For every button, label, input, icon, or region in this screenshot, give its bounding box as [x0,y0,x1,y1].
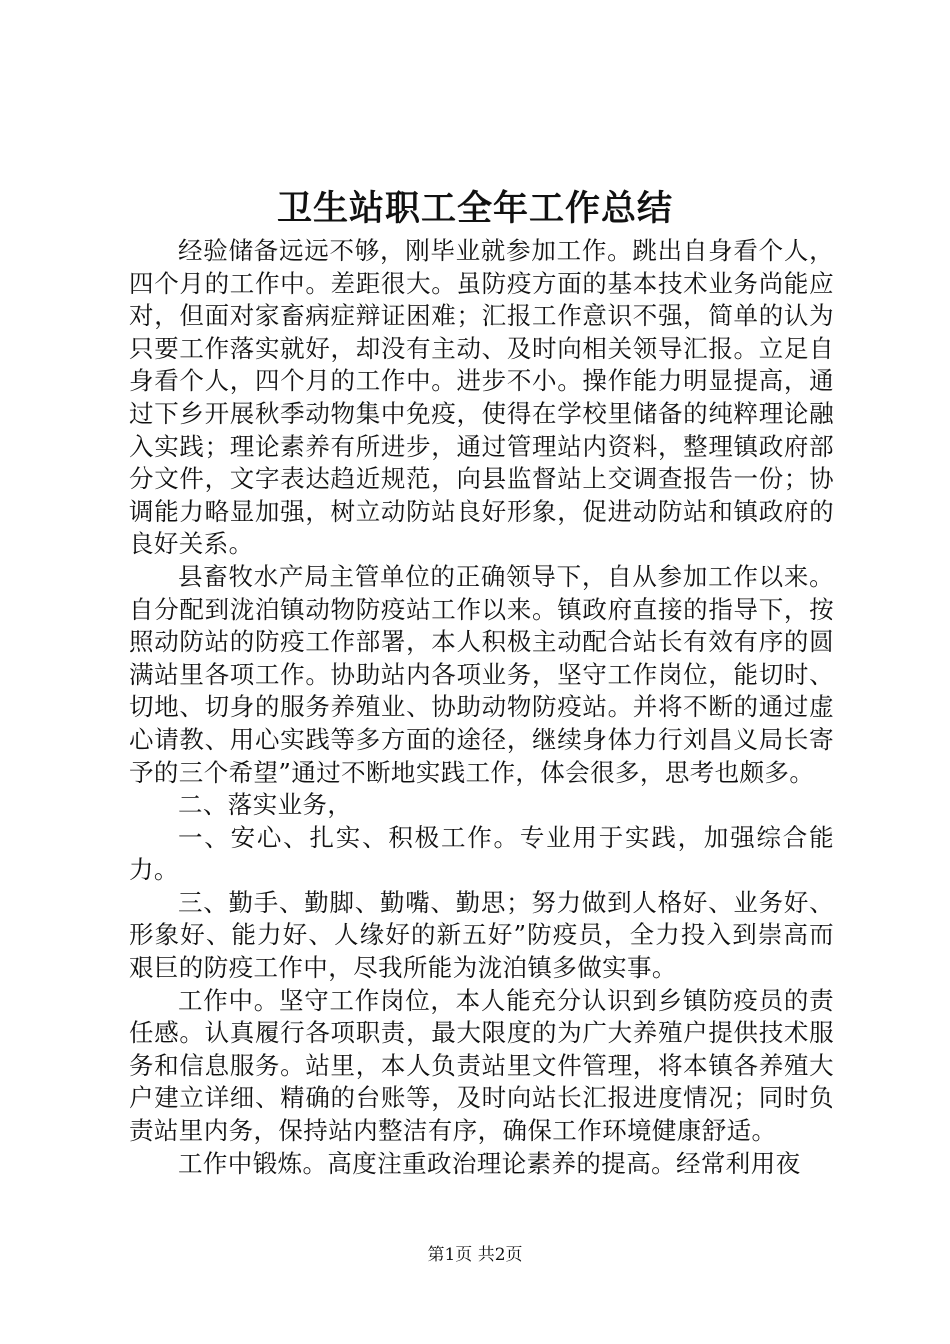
page-footer: 第1页 共2页 [427,1245,523,1265]
body-paragraph: 工作中。坚守工作岗位，本人能充分认识到乡镇防疫员的责任感。认真履行各项职责，最大限度的为广大养殖户提供技术服务和信息服务。站里，本人负责站里文件管理，将本镇各养殖大户建立详细、精确的台账等，及时向站长汇报进度情况；同时负责站里内务，保持站内整洁有序，确保工作环境健康舒适。 [129,985,834,1146]
section-heading: 二、落实业务， [178,790,353,820]
body-paragraph: 经验储备远远不够，刚毕业就参加工作。跳出自身看个人，四个月的工作中。差距很大。虽防疫方面的基本技术业务尚能应对，但面对家畜病症辩证困难；汇报工作意识不强，简单的认为只要工作落实就好，却没有主动、及时向相关领导汇报。立足自身看个人，四个月的工作中。进步不小。操作能力明显提高，通过下乡开展秋季动物集中免疫，使得在学校里储备的纯粹理论融入实践；理论素养有所进步，通过管理站内资料，整理镇政府部分文件，文字表达趋近规范，向县监督站上交调查报告一份；协调能力略显加强，树立动防站良好形象，促进动防站和镇政府的良好关系。 [129,236,834,559]
body-paragraph: 一、安心、扎实、积极工作。专业用于实践，加强综合能力。 [129,822,834,885]
document-title: 卫生站职工全年工作总结 [276,188,673,229]
document-body [129,235,834,1180]
body-paragraph: 工作中锻炼。高度注重政治理论素养的提高。经常利用夜 [178,1148,801,1178]
body-paragraph: 县畜牧水产局主管单位的正确领导下，自从参加工作以来。自分配到泷泊镇动物防疫站工作以来。镇政府直接的指导下，按照动防站的防疫工作部署，本人积极主动配合站长有效有序的圆满站里各项工作。协助站内各项业务，坚守工作岗位，能切时、切地、切身的服务养殖业、协助动物防疫站。并将不断的通过虚心请教、用心实践等多方面的途径，继续身体力行刘昌义局长寄予的三个希望”通过不断地实践工作，体会很多，思考也颇多。 [129,561,834,787]
body-paragraph: 三、勤手、勤脚、勤嘴、勤思；努力做到人格好、业务好、形象好、能力好、人缘好的新五好”防疫员，全力投入到崇高而艰巨的防疫工作中，尽我所能为泷泊镇多做实事。 [129,887,834,983]
